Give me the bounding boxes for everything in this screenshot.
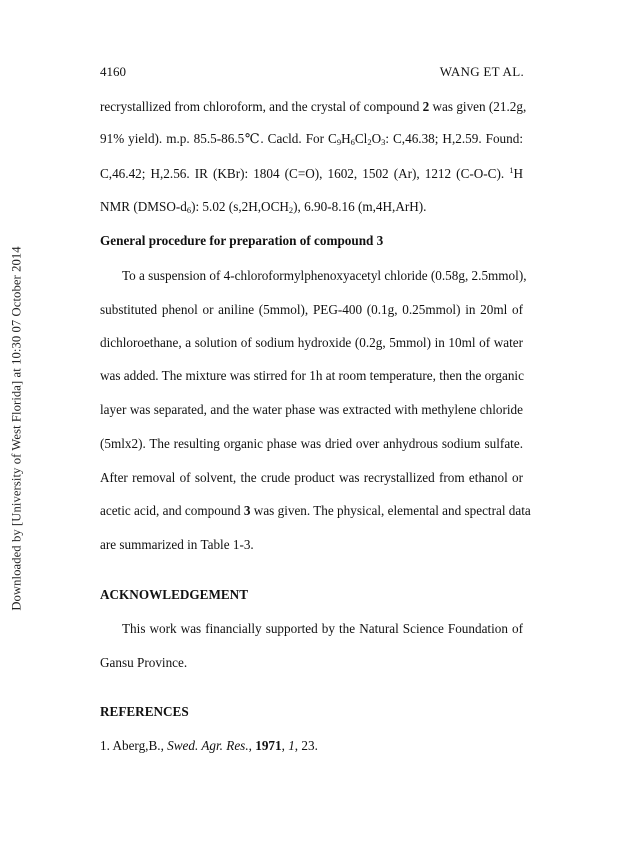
paragraph-line: was added. The mixture was stirred for 1h at room temperature, then the organic: [100, 368, 524, 383]
paragraph-line: NMR $(DMSO-d_6)$: 5.02 $(s,2H,OCH_2)$, 6.90-8.16 (m,4H,ArH).: [100, 199, 427, 215]
section-heading: ACKNOWLEDGEMENT: [100, 587, 249, 602]
paragraph-line: 91% yield). m.p. 85.5-86.5℃. Cacld. For $C_9H_6Cl_2O_3$: C,46.38; H,2.59. Found:: [100, 131, 523, 147]
paragraph-line: acetic acid, and compound 3 was given. The physical, elemental and spectral data: [100, 503, 531, 518]
paragraph-line: substituted phenol or aniline (5mmol), PEG-400 (0.1g, 0.25mmol) in 20ml of: [100, 302, 523, 317]
paragraph-line: (5mlx2). The resulting organic phase was dried over anhydrous sodium sulfate.: [100, 436, 523, 451]
paragraph-line: After removal of solvent, the crude product was recrystallized from ethanol or: [100, 470, 523, 485]
running-head-authors: WANG ET AL.: [439, 64, 524, 79]
download-watermark-text: Downloaded by [University of West Florida] at 10:30 07 October 2014: [9, 245, 24, 611]
paragraph-line: To a suspension of 4-chloroformylphenoxyacetyl chloride (0.58g, 2.5mmol),: [122, 268, 527, 283]
paragraph-line: C,46.42; H,2.56. IR (KBr): 1804 (C=O), 1602, 1502 (Ar), 1212 (C-O-C). $^1$H: [100, 165, 523, 181]
paragraph-line: dichloroethane, a solution of sodium hydroxide (0.2g, 5mmol) in 10ml of water: [100, 335, 523, 350]
section-heading: General procedure for preparation of compound 3: [100, 233, 384, 248]
paragraph-line: Gansu Province.: [100, 655, 188, 670]
reference-item: 1. Aberg,B., Swed. Agr. Res., 1971, 1, 23.: [100, 738, 318, 753]
paragraph-line: layer was separated, and the water phase was extracted with methylene chloride: [100, 402, 523, 417]
section-heading: REFERENCES: [100, 704, 189, 719]
paragraph-line: are summarized in Table 1-3.: [100, 537, 254, 552]
page-number: 4160: [100, 64, 126, 79]
paragraph-line: recrystallized from chloroform, and the crystal of compound 2 was given (21.2g,: [100, 99, 527, 114]
download-watermark: [4, 238, 30, 618]
journal-name: Swed. Agr. Res.: [167, 738, 249, 753]
paragraph-line: This work was financially supported by the Natural Science Foundation of: [122, 621, 523, 636]
